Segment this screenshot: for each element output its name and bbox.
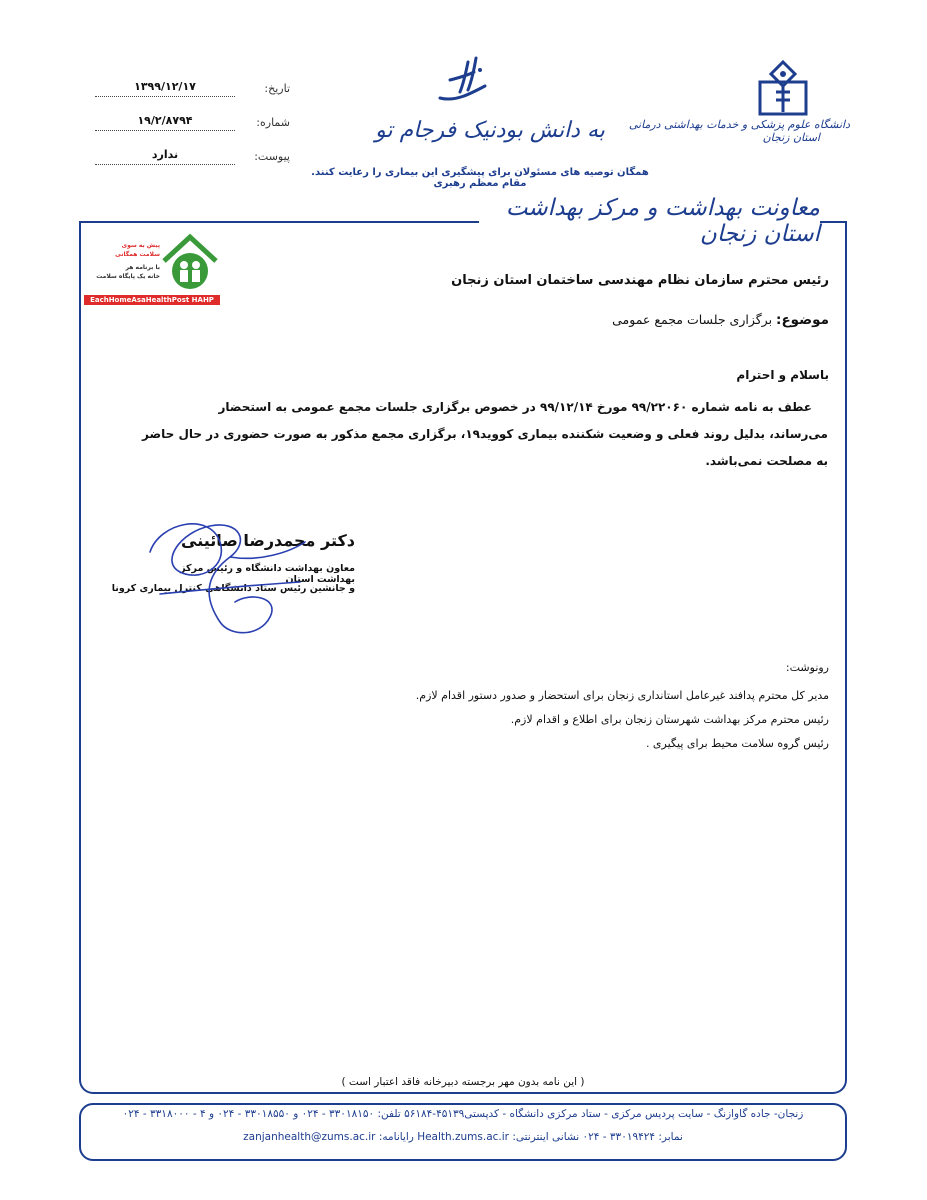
body-line: می‌رساند، بدلیل روند فعلی و وضعیت شکننده بیماری کووید۱۹، برگزاری مجمع مذکور به صورت حضوری در حال حاضر [142,427,828,441]
cc-item: رئیس محترم مرکز بهداشت شهرستان زنجان برای اطلاع و اقدام لازم. [510,713,829,726]
signer-role-2: و جانشین رئیس ستاد دانشگاهی کنترل بیماری کرونا [111,583,355,594]
subject [612,312,829,328]
cc-item: مدیر کل محترم پدافند غیرعامل استانداری زنجان برای استحضار و صدور دستور اقدام لازم. [415,689,829,702]
footer-address: زنجان- جاده گاوازنگ - سایت پردیس مرکزی - ستاد مرکزی دانشگاه - کدپستی۴۵۱۳۹-۵۶۱۸۴ تلفن: ۳۳۰۱۸۱۵۰ - ۰۲۴ و ۳۳۰۱۸۵۵۰ - ۰۲۴ و ۴ - ۳۳۱۸۰۰۰ - ۰۲۴ [122,1108,804,1120]
subject-label: موضوع: [776,312,829,328]
body-line: عطف به نامه شماره ۹۹/۲۲۰۶۰ مورخ ۹۹/۱۲/۱۴ در خصوص برگزاری جلسات مجمع عمومی به استحضار [218,400,812,414]
university-name [629,118,850,144]
date-label: تاریخ: [264,82,290,95]
hahp-line4: خانه یک پایگاه سلامت [96,273,160,280]
letter-body [110,394,828,475]
hahp-line1: پیش به سوی [121,242,160,249]
cc-title: رونوشت: [785,661,829,674]
greeting: باسلام و احترام [736,368,829,382]
stamp-note: ( این نامه بدون مهر برجسته دبیرخانه فاقد اعتبار است ) [341,1076,585,1088]
number-label: شماره: [256,116,290,129]
university-name-line: دانشگاه علوم پزشکی و خدمات بهداشتی درمانی [628,118,850,131]
handwritten-signature [140,512,310,640]
department-title: معاونت بهداشت و مرکز بهداشت استان زنجان [505,195,820,247]
number-value: ۱۹/۲/۸۷۹۴ [95,114,235,131]
leader-quote: همگان توصیه های مسئولان برای پیشگیری این بیماری را رعایت کنند. مقام معظم رهبری [311,167,649,189]
date-row [95,80,290,102]
signer-role-1: معاون بهداشت دانشگاه و رئیس مرکز بهداشت استان [180,563,355,585]
motto-top-calligraphy [430,50,500,110]
recipient: رئیس محترم سازمان نظام مهندسی ساختمان استان زنجان [451,273,829,288]
date-value: ۱۳۹۹/۱۲/۱۷ [95,80,235,97]
university-province: استان زنجان [762,131,820,144]
letter-frame [79,222,847,1094]
cc-item: رئیس گروه سلامت محیط برای پیگیری . [645,737,829,750]
attachment-row [95,148,290,170]
number-row [95,114,290,136]
signer-name: دکتر محمدرضا صائینی [181,531,355,550]
hahp-strip: EachHomeAsaHealthPost HAHP [84,295,220,305]
attachment-value: ندارد [95,148,235,165]
body-line: به مصلحت نمی‌باشد. [705,454,828,468]
hahp-line3: با برنامه هر [125,264,160,271]
motto: به دانش بودنیک فرجام تو [375,118,605,143]
attachment-label: پیوست: [254,150,290,163]
footer-contact: نمابر: ۳۳۰۱۹۴۲۴ - ۰۲۴ نشانی اینترنتی: Health.zums.ac.ir رایانامه: zanjanhealth@zums.ac.ir [243,1131,683,1143]
hahp-line2: سلامت همگانی [115,251,160,258]
cc-list [416,684,829,756]
subject-value: برگزاری جلسات مجمع عمومی [612,312,773,327]
